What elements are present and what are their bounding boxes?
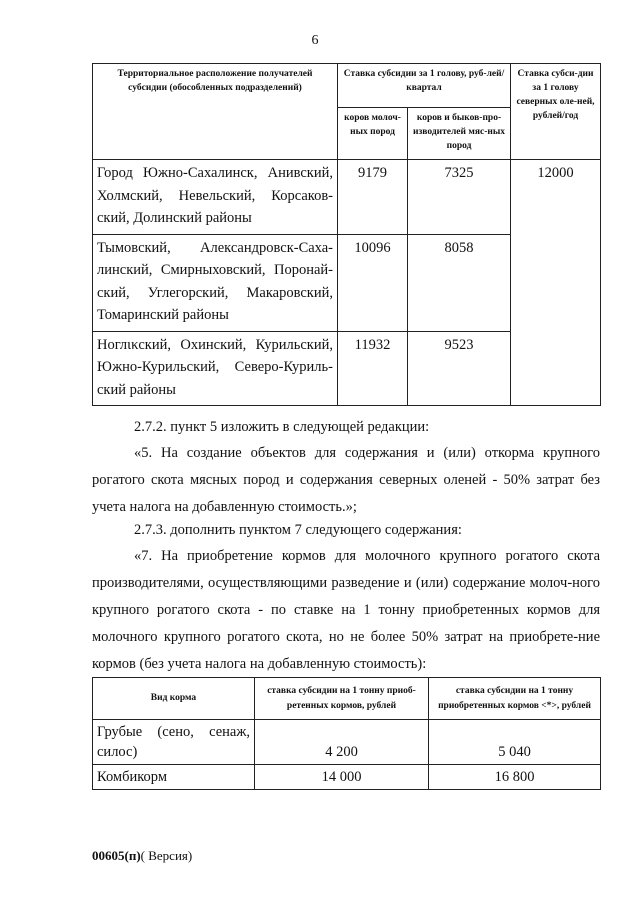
rate-2-cell: 16 800 <box>429 765 601 790</box>
dairy-rate-cell: 10096 <box>338 234 408 331</box>
region-cell: Ноглικский, Охинский, Курильский, Южно-Курильский, Северо-Куриль-ский районы <box>93 331 338 406</box>
rate-2-cell: 5 040 <box>429 720 601 765</box>
region-cell: Тымовский, Александровск-Саха-линский, Смирныховский, Поронай-ский, Углегорский, Макаровский, Томаринский районы <box>93 234 338 331</box>
document-code: 00605(п) <box>92 848 141 863</box>
feed-type-cell: Комбикорм <box>93 765 255 790</box>
feed-subsidy-table <box>92 677 601 790</box>
document-footer <box>92 848 192 864</box>
beef-rate-cell: 8058 <box>408 234 511 331</box>
beef-rate-cell: 9523 <box>408 331 511 406</box>
dairy-rate-cell: 9179 <box>338 160 408 235</box>
header-feed-type: Вид корма <box>93 678 255 720</box>
header-rate-2: ставка субсидии на 1 тонну приобретенных кормов <*>, рублей <box>429 678 601 720</box>
subsidy-rate-table <box>92 63 601 406</box>
beef-rate-cell: 7325 <box>408 160 511 235</box>
reindeer-rate-cell: 12000 <box>511 160 601 406</box>
rate-1-cell: 4 200 <box>255 720 429 765</box>
feed-type-cell: Грубые (сено, сенаж, силос) <box>93 720 255 765</box>
table-row <box>93 720 601 765</box>
region-cell: Город Южно-Сахалинск, Анивский, Холмский, Невельский, Корсаков-ский, Долинский районы <box>93 160 338 235</box>
table-row <box>93 765 601 790</box>
paragraph-2-7-2: 2.7.2. пункт 5 изложить в следующей редакции: <box>134 419 430 435</box>
document-version: ( Версия) <box>140 848 193 863</box>
page-number: 6 <box>311 33 319 48</box>
paragraph-item-7: «7. На приобретение кормов для молочного крупного рогатого скота производителями, осуществляющими разведение и (или) содержание молоч-ного крупного рогатого скота - по ставке на 1 тонну приобретенных кормов для молочного крупного рогатого скота, но не более 50% затрат на приобрете-ние кормов (без учета налога на добавленную стоимость): <box>92 548 600 672</box>
header-rate-quarter: Ставка субсидии за 1 голову, руб-лей/квартал <box>338 64 511 108</box>
header-region: Территориальное расположение получателей субсидии (обособленных подразделений) <box>93 64 338 160</box>
dairy-rate-cell: 11932 <box>338 331 408 406</box>
rate-1-cell: 14 000 <box>255 765 429 790</box>
header-reindeer: Ставка субси-дии за 1 голову северных оле-ней, рублей/год <box>511 64 601 160</box>
table-row <box>93 160 601 235</box>
header-dairy: коров молоч-ных пород <box>338 108 408 160</box>
paragraph-2-7-3: 2.7.3. дополнить пунктом 7 следующего содержания: <box>134 522 462 538</box>
paragraph-item-5: «5. На создание объектов для содержания и (или) откорма крупного рогатого скота мясных пород и содержания северных оленей - 50% затрат без учета налога на добавленную стоимость.»; <box>92 445 600 515</box>
header-rate-1: ставка субсидии на 1 тонну приоб-ретенных кормов, рублей <box>255 678 429 720</box>
header-beef: коров и быков-про-изводителей мяс-ных пород <box>408 108 511 160</box>
